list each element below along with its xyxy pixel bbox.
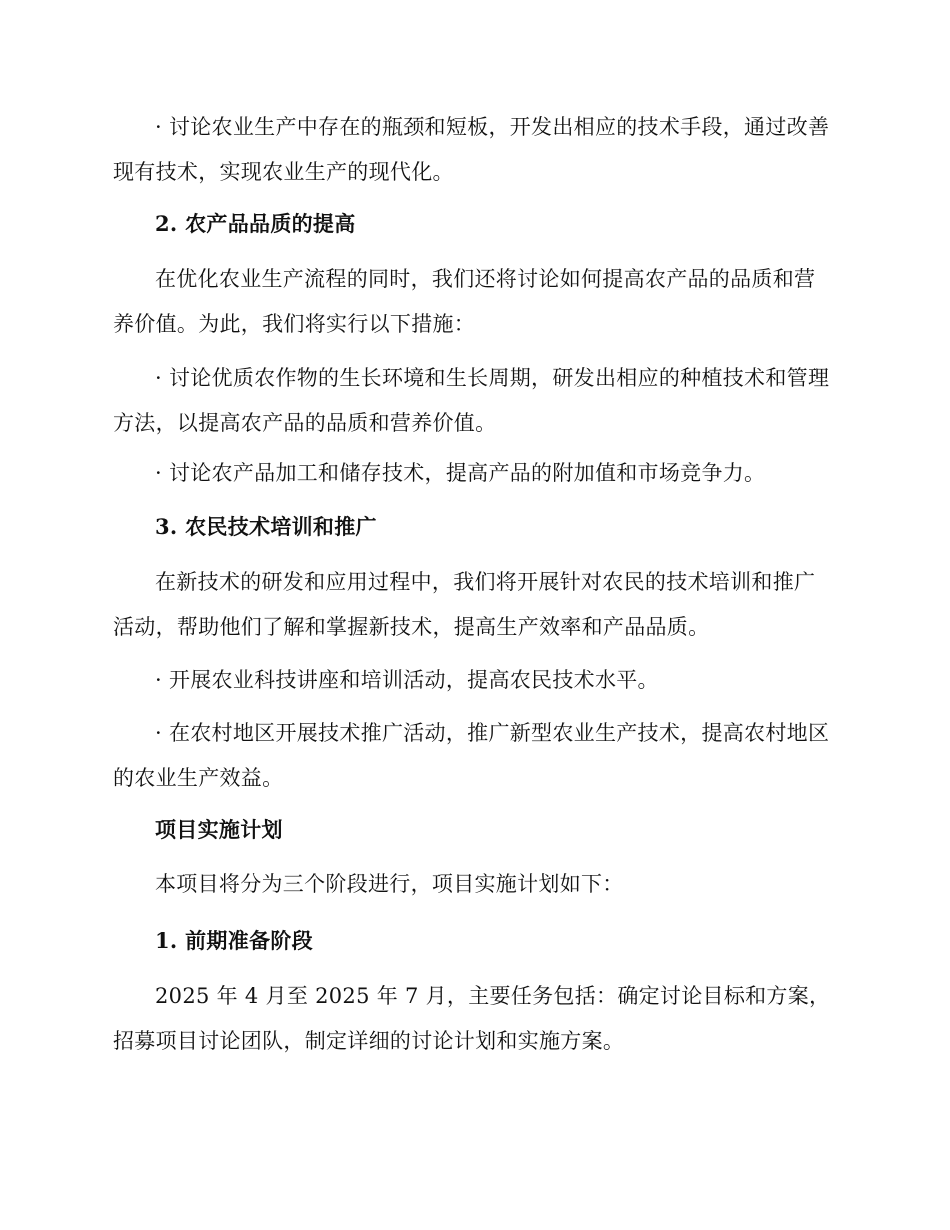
paragraph-bullet-crop-environment: · 讨论优质农作物的生长环境和生长周期，研发出相应的种植技术和管理方法，以提高农产品的品质和营养价值。 bbox=[113, 366, 830, 435]
paragraph-quality-intro: 在优化农业生产流程的同时，我们还将讨论如何提高农产品的品质和营养价值。为此，我们将实行以下措施： bbox=[113, 267, 816, 336]
heading-preparation-stage: 1. 前期准备阶段 bbox=[155, 928, 313, 953]
paragraph-training-intro: 在新技术的研发和应用过程中，我们将开展针对农民的技术培训和推广活动，帮助他们了解和掌握新技术，提高生产效率和产品品质。 bbox=[113, 570, 816, 639]
paragraph-bullet-lectures: · 开展农业科技讲座和培训活动，提高农民技术水平。 bbox=[155, 668, 659, 692]
heading-farmer-training: 3. 农民技术培训和推广 bbox=[155, 514, 377, 539]
paragraph-bullet-processing-storage: · 讨论农产品加工和储存技术，提高产品的附加值和市场竞争力。 bbox=[155, 461, 766, 485]
paragraph-plan-intro: 本项目将分为三个阶段进行，项目实施计划如下： bbox=[155, 872, 624, 896]
heading-implementation-plan: 项目实施计划 bbox=[155, 817, 283, 842]
paragraph-bullet-modernization: · 讨论农业生产中存在的瓶颈和短板，开发出相应的技术手段，通过改善现有技术，实现农业生产的现代化。 bbox=[113, 115, 830, 184]
paragraph-preparation-details: 2025 年 4 月至 2025 年 7 月，主要任务包括：确定讨论目标和方案，招募项目讨论团队，制定详细的讨论计划和实施方案。 bbox=[113, 984, 831, 1053]
heading-quality-improvement: 2. 农产品品质的提高 bbox=[155, 211, 356, 236]
paragraph-bullet-rural-promotion: · 在农村地区开展技术推广活动，推广新型农业生产技术，提高农村地区的农业生产效益。 bbox=[113, 721, 830, 790]
